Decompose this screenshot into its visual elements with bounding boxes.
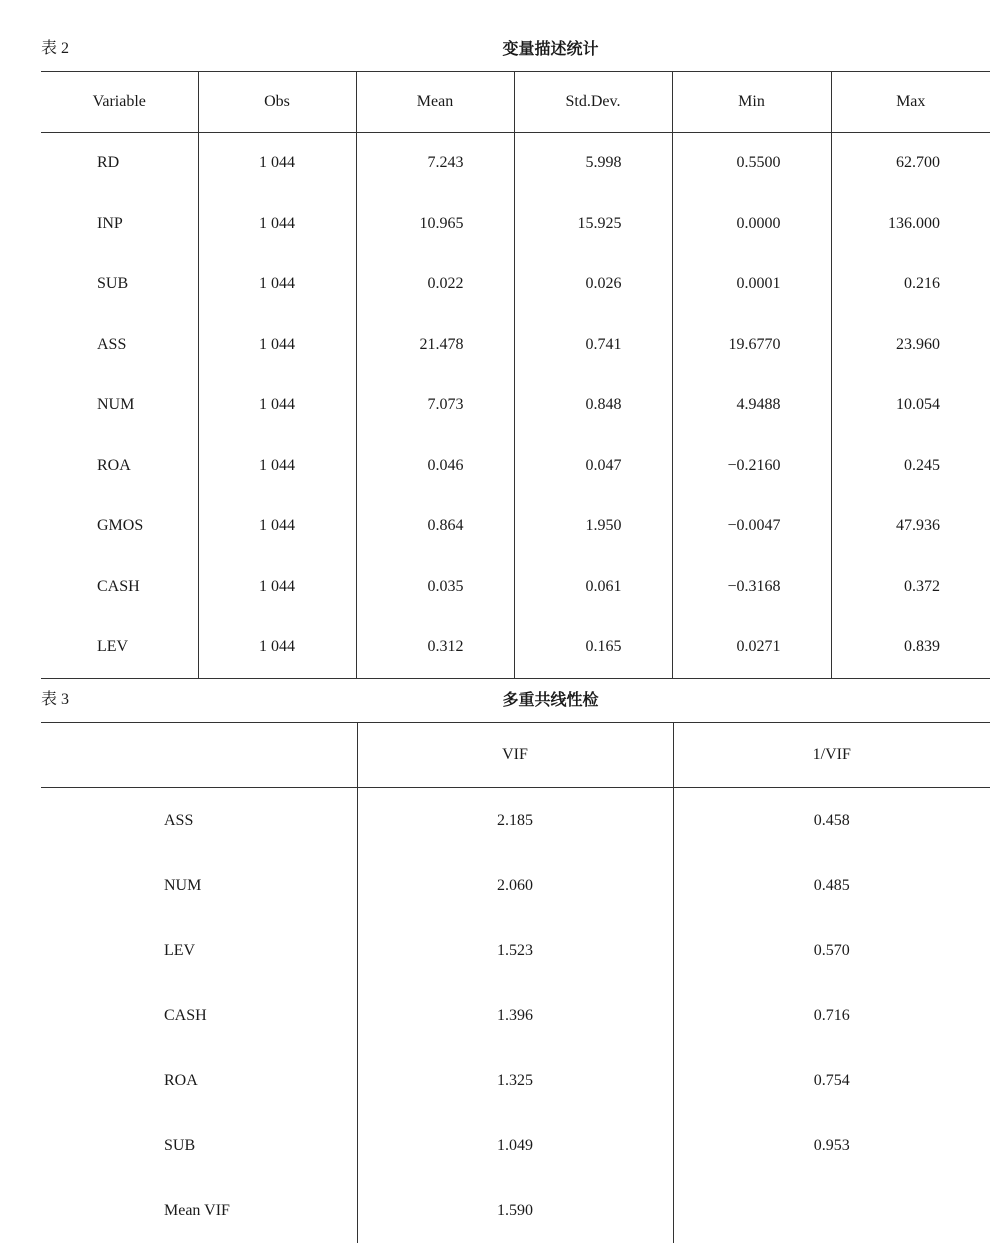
cell-min: −0.0047 (672, 496, 831, 557)
table3-header-row (41, 723, 990, 788)
cell-max: 0.839 (831, 617, 990, 678)
cell-mean: 0.022 (356, 254, 514, 315)
cell-vif: 2.060 (357, 853, 673, 918)
table3-number: 表 3 (41, 691, 70, 708)
cell-min: −0.2160 (672, 436, 831, 497)
header-obs: Obs (198, 72, 356, 133)
cell-vif: 1.590 (357, 1178, 673, 1243)
table-row (41, 853, 990, 918)
table-row (41, 617, 990, 678)
cell-mean: 7.243 (356, 133, 514, 194)
cell-stddev: 0.061 (514, 557, 672, 618)
cell-stddev: 5.998 (514, 133, 672, 194)
cell-max: 62.700 (831, 133, 990, 194)
cell-variable: ROA (97, 456, 131, 474)
cell-mean: 0.046 (356, 436, 514, 497)
cell-vif: 1.049 (357, 1113, 673, 1178)
cell-obs: 1 044 (198, 496, 356, 557)
header-min: Min (672, 72, 831, 133)
cell-variable: SUB (164, 1136, 196, 1154)
header-variable: Variable (41, 72, 198, 133)
table-row (41, 983, 990, 1048)
cell-max: 136.000 (831, 194, 990, 255)
cell-inverse-vif: 0.485 (673, 853, 990, 918)
cell-min: 4.9488 (672, 375, 831, 436)
table-row (41, 788, 990, 854)
header-vif: VIF (357, 723, 673, 788)
table2-header-row (41, 72, 990, 133)
cell-obs: 1 044 (198, 375, 356, 436)
cell-variable: ROA (164, 1071, 198, 1089)
cell-inverse-vif: 0.754 (673, 1048, 990, 1113)
cell-obs: 1 044 (198, 315, 356, 376)
cell-mean: 21.478 (356, 315, 514, 376)
cell-vif: 1.396 (357, 983, 673, 1048)
cell-variable: LEV (41, 617, 198, 678)
cell-obs: 1 044 (198, 436, 356, 497)
cell-max: 0.216 (831, 254, 990, 315)
cell-variable: ASS (97, 335, 127, 353)
table3-title: 多重共线性检 (502, 690, 599, 709)
table-row (41, 557, 990, 618)
cell-min: −0.3168 (672, 557, 831, 618)
vif-table (41, 722, 990, 1243)
table2-caption (41, 37, 990, 61)
cell-variable: CASH (164, 1006, 207, 1024)
cell-inverse-vif: 0.458 (673, 788, 990, 854)
cell-vif: 1.325 (357, 1048, 673, 1113)
table-row (41, 375, 990, 436)
cell-obs: 1 044 (198, 617, 356, 678)
cell-variable: NUM (97, 396, 135, 414)
cell-mean: 0.864 (356, 496, 514, 557)
cell-variable: ASS (164, 811, 194, 829)
cell-variable: Mean VIF (164, 1201, 230, 1219)
table-row (41, 1178, 990, 1243)
table-row (41, 436, 990, 497)
cell-max: 23.960 (831, 315, 990, 376)
cell-min: 0.0001 (672, 254, 831, 315)
cell-vif: 2.185 (357, 788, 673, 854)
cell-stddev: 0.026 (514, 254, 672, 315)
cell-vif: 1.523 (357, 918, 673, 983)
table-row (41, 1048, 990, 1113)
table3-caption (41, 688, 990, 712)
table2-number: 表 2 (41, 40, 70, 57)
cell-min: 19.6770 (672, 315, 831, 376)
cell-mean: 0.312 (356, 617, 514, 678)
cell-max: 10.054 (831, 375, 990, 436)
cell-variable: RD (97, 154, 120, 172)
table-row (41, 315, 990, 376)
header-inverse-vif: 1/VIF (673, 723, 990, 788)
cell-max: 47.936 (831, 496, 990, 557)
cell-stddev: 0.165 (514, 617, 672, 678)
cell-stddev: 15.925 (514, 194, 672, 255)
table-row (41, 133, 990, 194)
cell-variable: CASH (97, 577, 140, 595)
cell-mean: 10.965 (356, 194, 514, 255)
cell-stddev: 0.848 (514, 375, 672, 436)
cell-max: 0.372 (831, 557, 990, 618)
cell-inverse-vif: 0.953 (673, 1113, 990, 1178)
header-stddev: Std.Dev. (514, 72, 672, 133)
table-row (41, 496, 990, 557)
header-blank (41, 723, 357, 788)
cell-stddev: 0.741 (514, 315, 672, 376)
table-row (41, 1113, 990, 1178)
table-row (41, 254, 990, 315)
cell-inverse-vif: 0.570 (673, 918, 990, 983)
cell-variable: NUM (164, 876, 202, 894)
cell-max: 0.245 (831, 436, 990, 497)
cell-inverse-vif (673, 1178, 990, 1243)
cell-variable: GMOS (97, 517, 144, 535)
cell-mean: 7.073 (356, 375, 514, 436)
table2-title: 变量描述统计 (502, 39, 599, 58)
cell-obs: 1 044 (198, 254, 356, 315)
cell-variable: SUB (97, 275, 129, 293)
descriptive-stats-table (41, 71, 990, 679)
cell-variable: LEV (164, 941, 196, 959)
cell-obs: 1 044 (198, 557, 356, 618)
cell-stddev: 0.047 (514, 436, 672, 497)
cell-min: 0.0271 (672, 617, 831, 678)
cell-min: 0.5500 (672, 133, 831, 194)
table-row (41, 194, 990, 255)
cell-mean: 0.035 (356, 557, 514, 618)
cell-variable: INP (97, 214, 123, 232)
cell-stddev: 1.950 (514, 496, 672, 557)
header-mean: Mean (356, 72, 514, 133)
table-row (41, 918, 990, 983)
cell-obs: 1 044 (198, 194, 356, 255)
header-max: Max (831, 72, 990, 133)
cell-min: 0.0000 (672, 194, 831, 255)
cell-obs: 1 044 (198, 133, 356, 194)
cell-inverse-vif: 0.716 (673, 983, 990, 1048)
